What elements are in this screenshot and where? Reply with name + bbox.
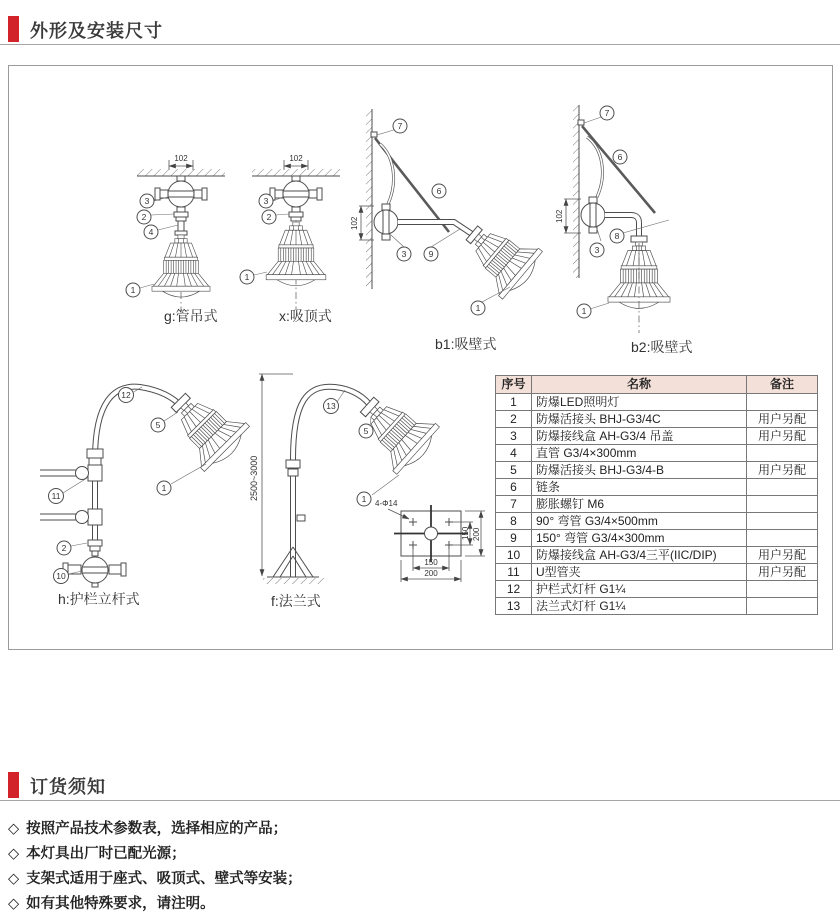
dim-102: 102: [174, 154, 188, 163]
note-item: ◇ 本灯具出厂时已配光源；: [8, 846, 186, 862]
section-accent-bar: [8, 772, 19, 798]
callout-10: [54, 569, 69, 584]
svg-text:6: 6: [617, 152, 623, 162]
junction-box: [270, 181, 322, 207]
ordering-title: 订货须知: [30, 777, 106, 797]
diagram-b2-wall: [557, 93, 772, 343]
table-row: 4 直管 G3/4×300mm: [496, 445, 818, 462]
svg-text:7: 7: [604, 108, 610, 118]
svg-text:1: 1: [475, 303, 481, 313]
callout-1: [126, 283, 140, 297]
table-row: 1 防爆LED照明灯: [496, 394, 818, 411]
svg-text:3: 3: [594, 245, 600, 255]
svg-text:5: 5: [363, 426, 369, 436]
svg-text:13: 13: [326, 401, 336, 411]
svg-text:4: 4: [148, 227, 154, 237]
diagram-x-ceiling: [241, 149, 361, 319]
page-title: 外形及安装尺寸: [30, 21, 163, 41]
svg-text:2: 2: [61, 543, 67, 553]
lamp-drawing-tilted: [452, 209, 547, 303]
svg-text:2: 2: [266, 212, 272, 222]
svg-text:1: 1: [361, 494, 367, 504]
callout-1: [577, 304, 591, 318]
parts-table: [495, 375, 818, 615]
diagram-b1-wall: [350, 94, 569, 339]
callout-6: [432, 184, 446, 198]
svg-text:1: 1: [581, 306, 587, 316]
flange-dim-150v: 150: [461, 526, 470, 540]
lamp-drawing-tilted: [156, 378, 254, 476]
callout-1: [471, 301, 485, 315]
label-b2: b2:吸壁式: [631, 339, 693, 355]
junction-box: [63, 557, 126, 587]
label-f: f:法兰式: [271, 593, 321, 609]
section-rule: [0, 44, 840, 45]
label-b1: b1:吸壁式: [435, 336, 497, 352]
ordering-notes: [8, 820, 808, 915]
flex-conduit: [380, 144, 394, 204]
callout-3: [140, 194, 154, 208]
table-row: 10 防爆接线盒 AH-G3/4三平(IIC/DIP) 用户另配: [496, 547, 818, 564]
ceiling-hatch: [252, 169, 340, 176]
pole-height-dim: 2500~3000: [249, 455, 259, 501]
svg-text:3: 3: [144, 196, 150, 206]
diamond-bullet-icon: ◇: [8, 846, 20, 862]
table-row: 8 90° 弯管 G3/4×500mm: [496, 513, 818, 530]
svg-text:9: 9: [428, 249, 434, 259]
section-accent-bar: [8, 16, 19, 42]
svg-text:3: 3: [401, 249, 407, 259]
table-row: 2 防爆活接头 BHJ-G3/4C 用户另配: [496, 411, 818, 428]
gooseneck-pole: [95, 387, 182, 556]
svg-text:1: 1: [130, 285, 136, 295]
diagram-h-guardrail: [34, 364, 264, 599]
callout-9: [424, 247, 438, 261]
table-header-row: [496, 376, 818, 394]
callout-3: [590, 243, 604, 257]
junction-box: [155, 181, 207, 207]
note-item: ◇ 按照产品技术参数表，选择相应的产品；: [8, 821, 288, 837]
flange-holes-label: 4-Φ14: [375, 499, 398, 508]
label-g: g:管吊式: [164, 308, 218, 324]
label-x: x:吸顶式: [279, 308, 332, 324]
callout-5: [359, 424, 373, 438]
callout-6: [613, 150, 627, 164]
table-row: 5 防爆活接头 BHJ-G3/4-B 用户另配: [496, 462, 818, 479]
note-item: ◇ 如有其他特殊要求，请注明。: [8, 896, 215, 912]
table-row: 6 链条: [496, 479, 818, 496]
callout-2: [262, 210, 276, 224]
svg-text:2: 2: [141, 212, 147, 222]
svg-text:11: 11: [51, 491, 61, 501]
svg-text:12: 12: [121, 390, 131, 400]
table-row: 9 150° 弯管 G3/4×300mm: [496, 530, 818, 547]
svg-text:3: 3: [263, 196, 269, 206]
ground-hatch: [263, 578, 325, 584]
lamp-drawing: [152, 235, 210, 297]
flange-dim-150h: 150: [424, 558, 438, 567]
table-row: 11 U型管夹 用户另配: [496, 564, 818, 581]
callout-3: [259, 194, 273, 208]
dim-102: 102: [555, 209, 564, 223]
table-row: 12 护栏式灯杆 G1¼: [496, 581, 818, 598]
table-row: 3 防爆接线盒 AH-G3/4 吊盖 用户另配: [496, 428, 818, 445]
callout-13: [324, 399, 339, 414]
callout-3: [397, 247, 411, 261]
svg-text:1: 1: [244, 272, 250, 282]
col-header-index: 序号: [496, 376, 532, 394]
diagram-f-flange: [249, 364, 489, 614]
table-row: 13 法兰式灯杆 G1¼: [496, 598, 818, 615]
callout-5: [151, 418, 165, 432]
callout-11: [49, 489, 64, 504]
callout-2: [137, 210, 151, 224]
svg-text:6: 6: [436, 186, 442, 196]
junction-box: [581, 197, 605, 233]
svg-text:1: 1: [161, 483, 167, 493]
callout-1: [240, 270, 254, 284]
callout-7: [600, 106, 614, 120]
callout-8: [610, 229, 624, 243]
callout-1: [357, 492, 371, 506]
callout-7: [393, 119, 407, 133]
lamp-drawing: [266, 222, 326, 286]
wall-hatch: [573, 105, 579, 278]
junction-box: [374, 204, 398, 240]
diamond-bullet-icon: ◇: [8, 871, 20, 887]
callout-1: [157, 481, 171, 495]
diagram-g-pipe-hung: [121, 149, 241, 324]
callout-4: [144, 225, 158, 239]
svg-text:8: 8: [614, 231, 620, 241]
diamond-bullet-icon: ◇: [8, 821, 20, 837]
flange-dim-200v: 200: [472, 527, 481, 541]
flange-dim-200h: 200: [424, 569, 438, 578]
callout-2: [57, 541, 71, 555]
table-row: 7 膨胀螺钉 M6: [496, 496, 818, 513]
section-rule: [0, 800, 840, 801]
note-item: ◇ 支架式适用于座式、吸顶式、壁式等安装；: [8, 871, 302, 887]
svg-text:10: 10: [56, 571, 66, 581]
flange-detail: [375, 499, 485, 582]
svg-text:7: 7: [397, 121, 403, 131]
diamond-bullet-icon: ◇: [8, 896, 20, 912]
svg-text:5: 5: [155, 420, 161, 430]
dim-102: 102: [289, 154, 303, 163]
label-h: h:护栏立杆式: [58, 591, 140, 607]
col-header-name: 名称: [532, 376, 747, 394]
dim-102: 102: [350, 216, 359, 230]
callout-12: [119, 388, 134, 403]
gooseneck-pole: [293, 387, 373, 577]
diagram-panel: [8, 65, 833, 650]
ceiling-hatch: [137, 169, 225, 176]
col-header-remark: 备注: [747, 376, 818, 394]
